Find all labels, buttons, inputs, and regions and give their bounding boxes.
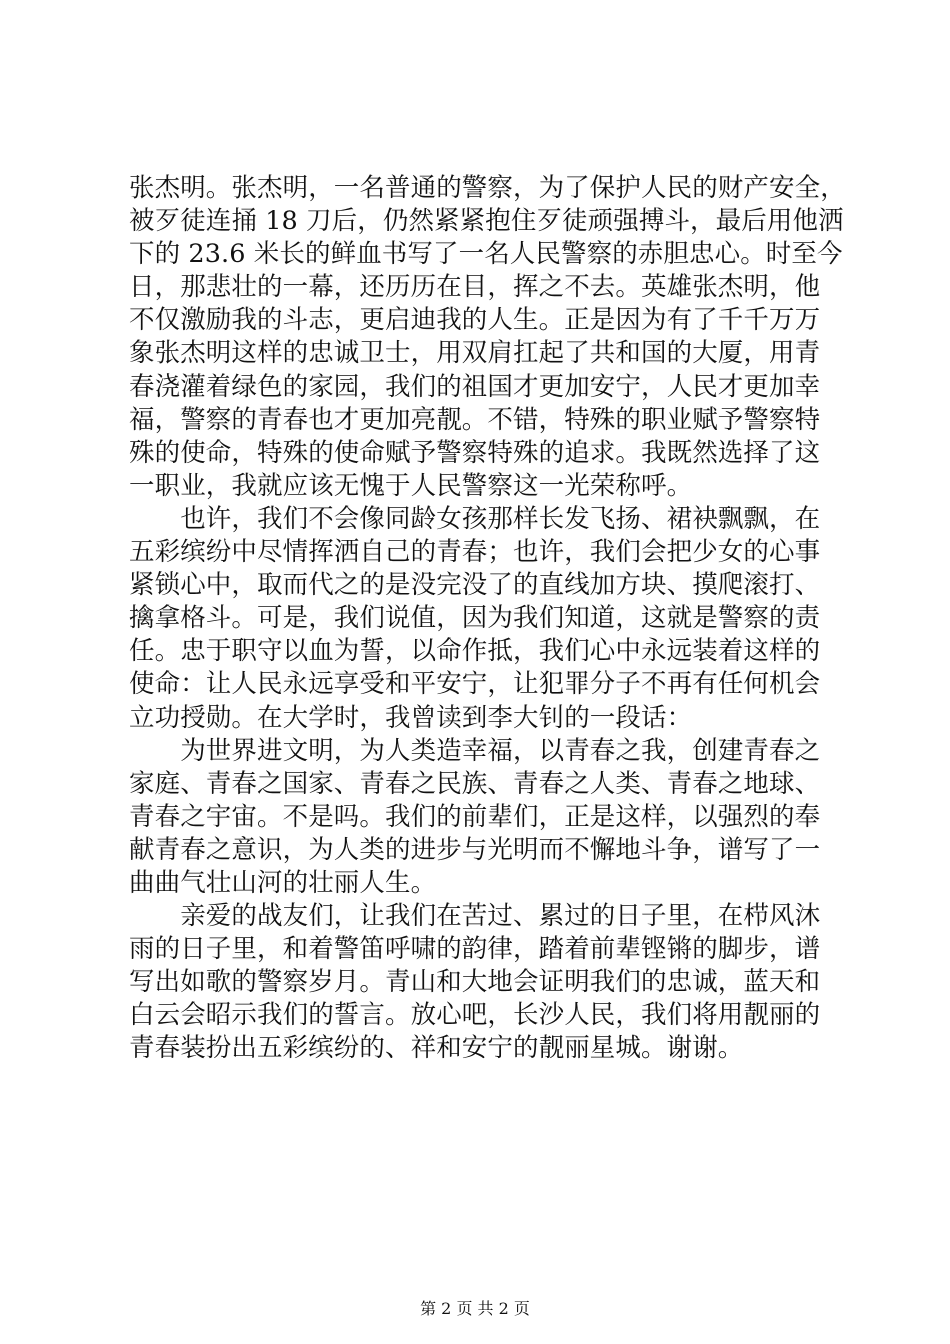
text-line: 为世界进文明，为人类造幸福，以青春之我，创建青春之 [129,735,821,766]
text-line: 亲爱的战友们，让我们在苦过、累过的日子里，在栉风沐 [129,901,821,932]
text-line: 献青春之意识，为人类的进步与光明而不懈地斗争，谱写了一 [129,834,821,865]
text-line: 家庭、青春之国家、青春之民族、青春之人类、青春之地球、 [129,768,821,799]
text-line: 白云会昭示我们的誓言。放心吧，长沙人民，我们将用靓丽的 [129,1000,821,1031]
text-line: 青春装扮出五彩缤纷的、祥和安宁的靓丽星城。谢谢。 [129,1033,744,1064]
text-line: 福，警察的青春也才更加亮靓。不错，特殊的职业赋予警察特 [129,404,821,435]
text-line: 春浇灌着绿色的家园，我们的祖国才更加安宁，人民才更加幸 [129,371,821,402]
text-line: 曲曲气壮山河的壮丽人生。 [129,867,437,898]
text-line: 青春之宇宙。不是吗。我们的前辈们，正是这样，以强烈的奉 [129,801,821,832]
text-line: 任。忠于职守以血为誓，以命作抵，我们心中永远装着这样的 [129,636,821,667]
text-line: 不仅激励我的斗志，更启迪我的人生。正是因为有了千千万万 [129,305,821,336]
text-line: 殊的使命，特殊的使命赋予警察特殊的追求。我既然选择了这 [129,437,821,468]
text-line: 也许，我们不会像同龄女孩那样长发飞扬、裙袂飘飘，在 [129,503,821,534]
text-line: 一职业，我就应该无愧于人民警察这一光荣称呼。 [129,470,693,501]
text-line: 立功授勋。在大学时，我曾读到李大钊的一段话： [129,702,693,733]
text-line: 使命：让人民永远享受和平安宁，让犯罪分子不再有任何机会 [129,669,821,700]
text-line: 被歹徒连捅 18 刀后，仍然紧紧抱住歹徒顽强搏斗，最后用他洒 [129,206,844,237]
text-line: 写出如歌的警察岁月。青山和大地会证明我们的忠诚，蓝天和 [129,967,821,998]
text-line: 紧锁心中，取而代之的是没完没了的直线加方块、摸爬滚打、 [129,570,821,601]
text-line: 日，那悲壮的一幕，还历历在目，挥之不去。英雄张杰明，他 [129,272,821,303]
page-footer: 第 2 页 共 2 页 [420,1299,530,1318]
text-line: 象张杰明这样的忠诚卫士，用双肩扛起了共和国的大厦，用青 [129,338,821,369]
text-line: 张杰明。张杰明，一名普通的警察，为了保护人民的财产安全， [129,173,846,203]
text-line: 擒拿格斗。可是，我们说值，因为我们知道，这就是警察的责 [129,603,821,634]
document-body [129,172,846,1066]
text-line: 下的 23.6 米长的鲜血书写了一名人民警察的赤胆忠心。时至今 [129,239,843,270]
text-line: 雨的日子里，和着警笛呼啸的韵律，踏着前辈铿锵的脚步，谱 [129,934,821,965]
text-line: 五彩缤纷中尽情挥洒自己的青春；也许，我们会把少女的心事 [129,537,821,568]
